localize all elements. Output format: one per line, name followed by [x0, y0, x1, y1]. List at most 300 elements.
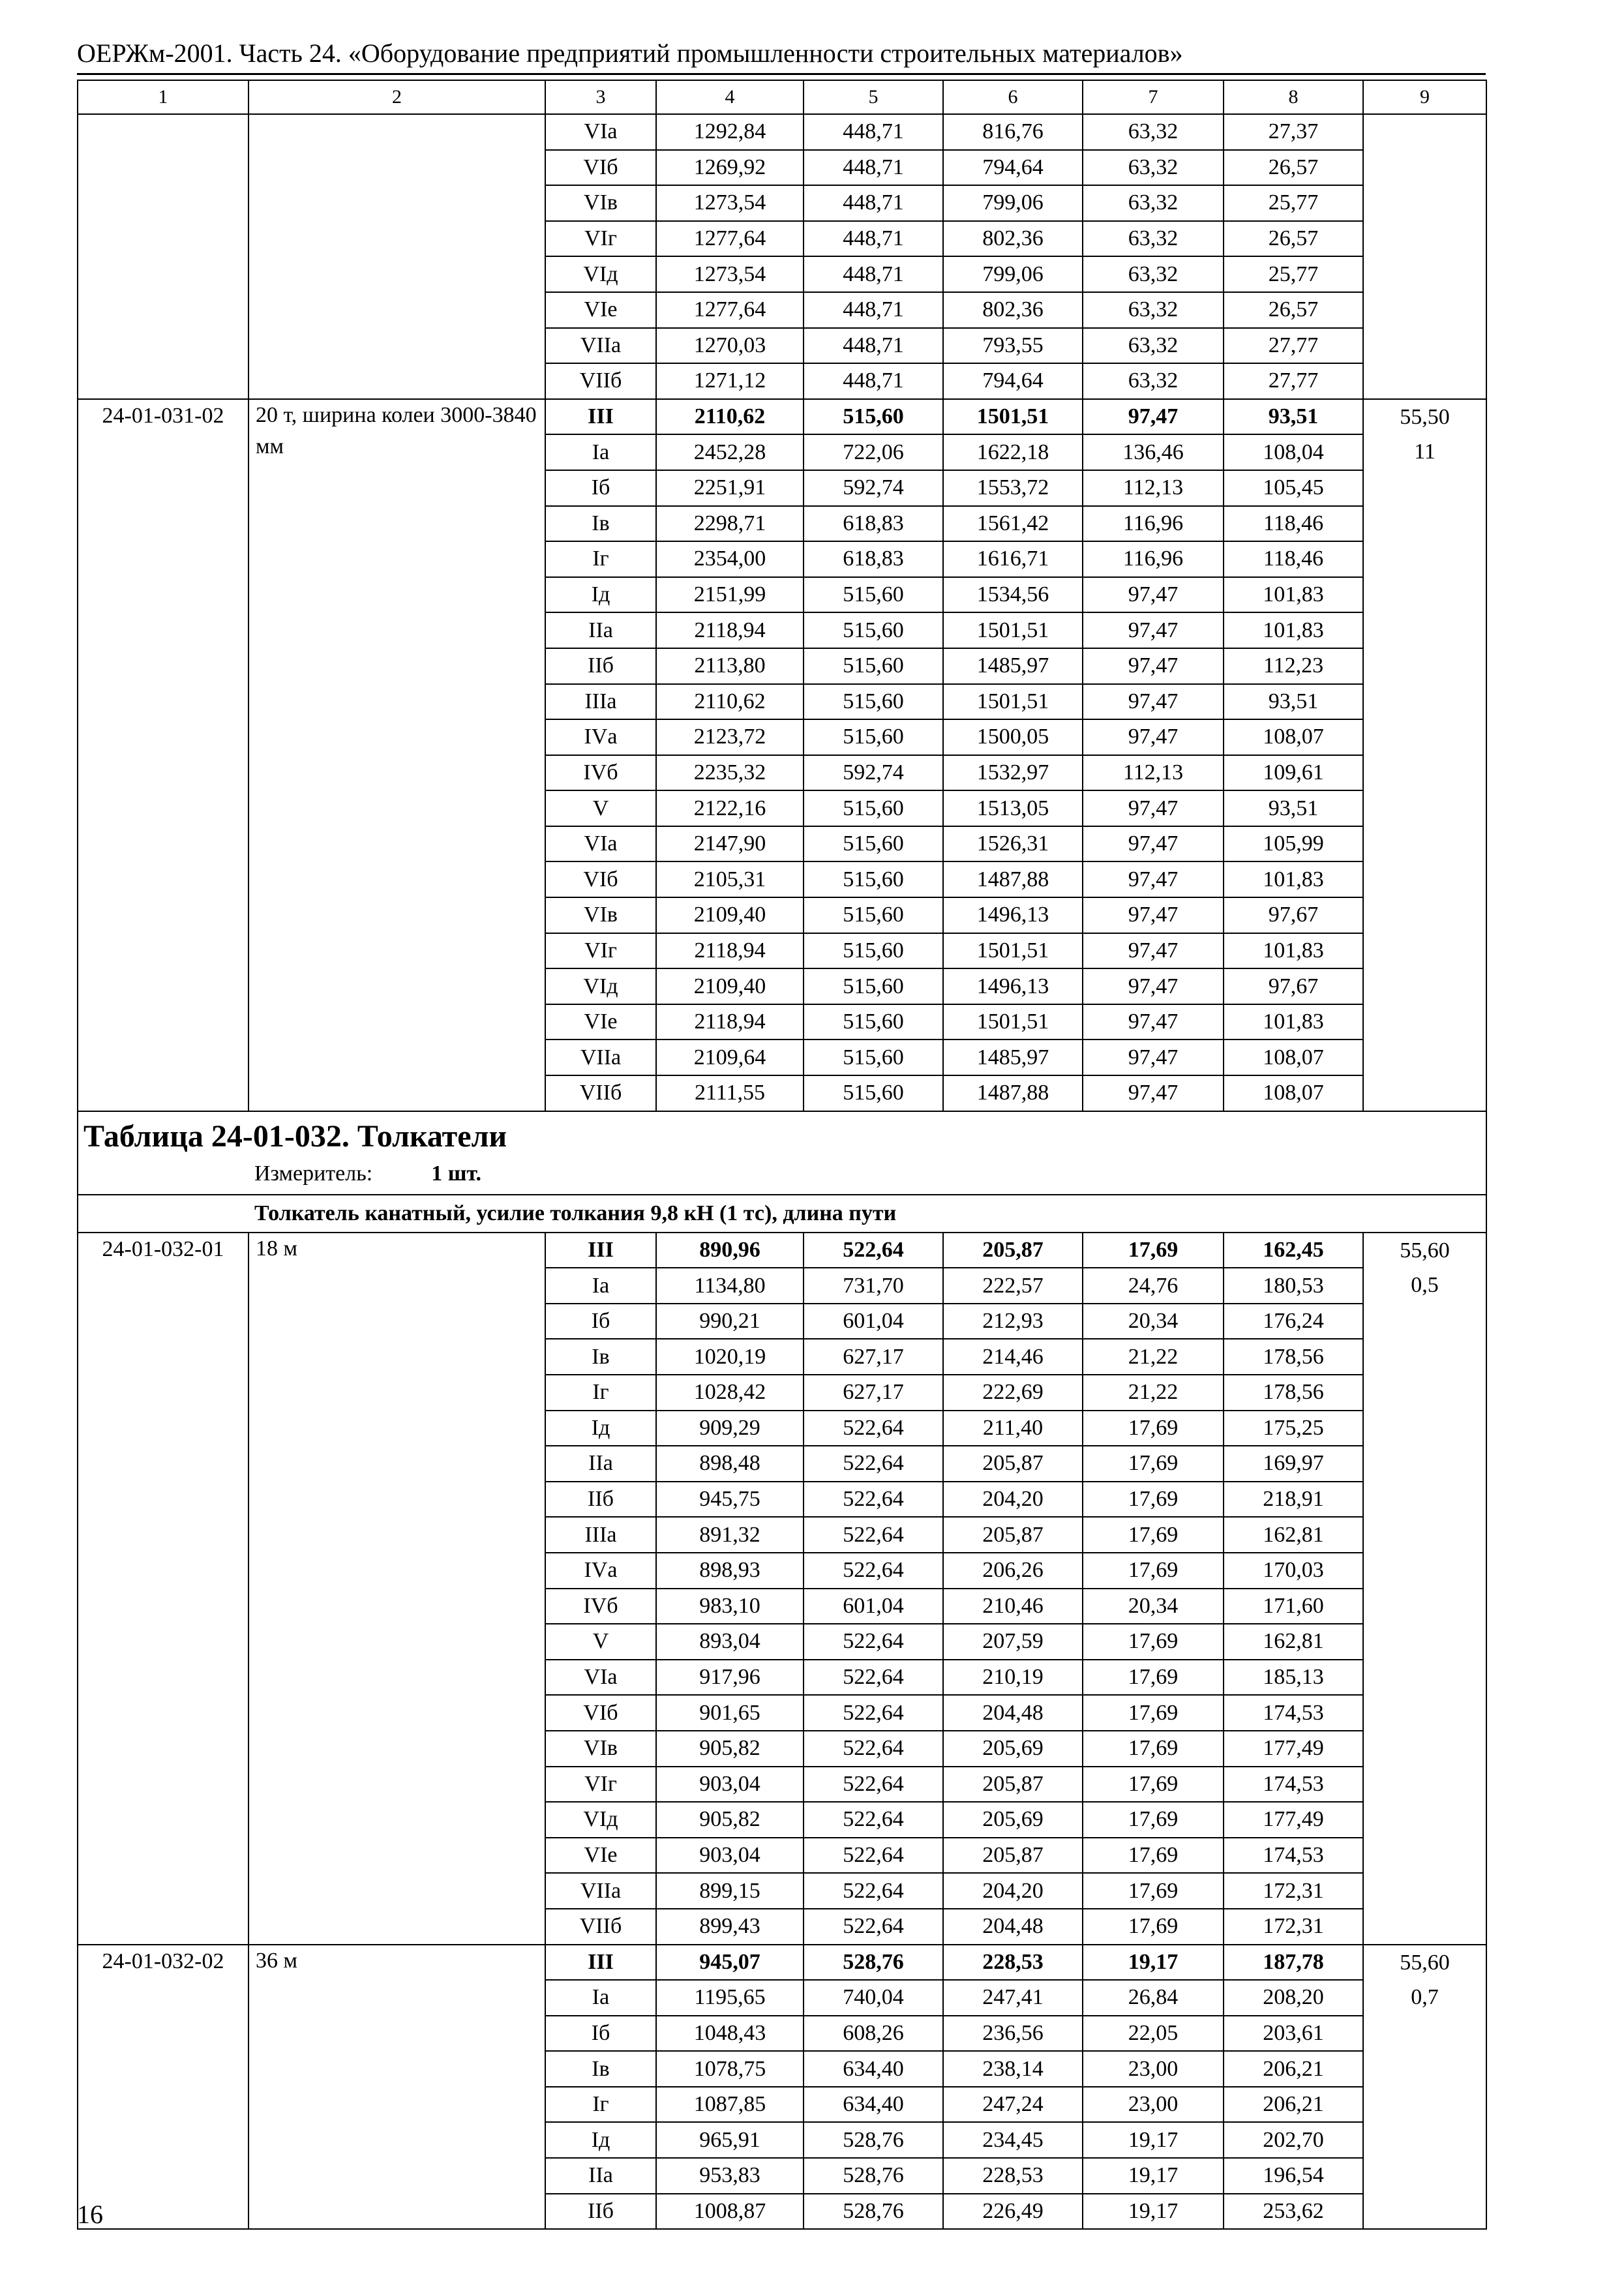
value-cell: 1048,43: [656, 2016, 804, 2052]
value-cell: 247,41: [943, 1980, 1083, 2016]
group-cell: IIIа: [545, 1517, 656, 1553]
group-cell: VIг: [545, 221, 656, 257]
value-cell: 2111,55: [656, 1075, 804, 1111]
value-cell: 234,45: [943, 2122, 1083, 2158]
value-cell: 97,47: [1083, 1004, 1224, 1040]
value-cell: 17,69: [1083, 1233, 1224, 1268]
value-cell: 2452,28: [656, 434, 804, 470]
value-cell: 448,71: [804, 185, 943, 221]
value-cell: 162,45: [1224, 1233, 1363, 1268]
value-cell: 218,91: [1224, 1482, 1363, 1518]
value-cell: 93,51: [1224, 684, 1363, 720]
value-cell: 515,60: [804, 612, 943, 648]
value-cell: 97,47: [1083, 790, 1224, 826]
value-cell: 169,97: [1224, 1446, 1363, 1482]
value-cell: 2123,72: [656, 719, 804, 755]
value-cell: 63,32: [1083, 185, 1224, 221]
group-cell: VIв: [545, 897, 656, 933]
value-cell: 204,20: [943, 1482, 1083, 1518]
value-cell: 97,47: [1083, 612, 1224, 648]
value-cell: 592,74: [804, 755, 943, 791]
value-cell: 953,83: [656, 2158, 804, 2194]
value-cell: 247,24: [943, 2087, 1083, 2123]
value-cell: 22,05: [1083, 2016, 1224, 2052]
value-cell: 799,06: [943, 185, 1083, 221]
value-cell: 515,60: [804, 933, 943, 969]
value-cell: 1487,88: [943, 1075, 1083, 1111]
value-cell: 63,32: [1083, 150, 1224, 186]
group-cell: Iд: [545, 2122, 656, 2158]
value-cell: 1526,31: [943, 826, 1083, 862]
value-cell: 898,93: [656, 1553, 804, 1589]
extra-value: 55,60: [1400, 1238, 1450, 1263]
column-number-row: [78, 80, 1486, 114]
group-cell: VIг: [545, 1767, 656, 1803]
section-heading: [78, 1111, 1486, 1195]
group-cell: VIе: [545, 1004, 656, 1040]
group-cell: Iд: [545, 577, 656, 613]
value-cell: 112,13: [1083, 470, 1224, 506]
group-cell: VIIб: [545, 1909, 656, 1945]
value-cell: 2151,99: [656, 577, 804, 613]
page-number: 16: [77, 2200, 103, 2229]
value-cell: 222,57: [943, 1268, 1083, 1304]
value-cell: 1501,51: [943, 399, 1083, 435]
item-code: 24-01-032-01: [78, 1233, 248, 1945]
value-cell: 162,81: [1224, 1624, 1363, 1660]
group-cell: Iб: [545, 470, 656, 506]
value-cell: 20,34: [1083, 1304, 1224, 1339]
value-cell: 26,57: [1224, 292, 1363, 328]
column-number: 8: [1224, 80, 1363, 114]
value-cell: 1008,87: [656, 2194, 804, 2230]
column-number: 7: [1083, 80, 1224, 114]
value-cell: 24,76: [1083, 1268, 1224, 1304]
value-cell: 108,04: [1224, 434, 1363, 470]
value-cell: 903,04: [656, 1838, 804, 1874]
column-number: 5: [804, 80, 943, 114]
unit-label: Измеритель:: [254, 1161, 373, 1186]
group-cell: VIб: [545, 150, 656, 186]
value-cell: 26,57: [1224, 150, 1363, 186]
value-cell: 515,60: [804, 648, 943, 684]
subsection-title: Толкатель канатный, усилие толкания 9,8 кН (1 тс), длина пути: [78, 1195, 1486, 1233]
value-cell: 177,49: [1224, 1731, 1363, 1767]
value-cell: 522,64: [804, 1446, 943, 1482]
group-cell: Iв: [545, 1339, 656, 1375]
group-cell: VIд: [545, 256, 656, 292]
value-cell: 23,00: [1083, 2051, 1224, 2087]
value-cell: 740,04: [804, 1980, 943, 2016]
value-cell: 802,36: [943, 292, 1083, 328]
value-cell: 522,64: [804, 1482, 943, 1518]
value-cell: 528,76: [804, 1945, 943, 1981]
value-cell: 448,71: [804, 221, 943, 257]
value-cell: 731,70: [804, 1268, 943, 1304]
value-cell: 108,07: [1224, 1040, 1363, 1075]
group-cell: VIв: [545, 185, 656, 221]
value-cell: 23,00: [1083, 2087, 1224, 2123]
value-cell: 196,54: [1224, 2158, 1363, 2194]
value-cell: 448,71: [804, 150, 943, 186]
group-cell: VIIб: [545, 363, 656, 399]
value-cell: 2113,80: [656, 648, 804, 684]
group-cell: Iб: [545, 1304, 656, 1339]
value-cell: 634,40: [804, 2051, 943, 2087]
value-cell: 515,60: [804, 719, 943, 755]
value-cell: 116,96: [1083, 541, 1224, 577]
value-cell: 205,87: [943, 1838, 1083, 1874]
value-cell: 618,83: [804, 506, 943, 542]
value-cell: 17,69: [1083, 1411, 1224, 1446]
value-cell: 1561,42: [943, 506, 1083, 542]
group-cell: Iа: [545, 434, 656, 470]
value-cell: 909,29: [656, 1411, 804, 1446]
value-cell: 522,64: [804, 1624, 943, 1660]
value-cell: 101,83: [1224, 861, 1363, 897]
value-cell: 2354,00: [656, 541, 804, 577]
header-rule: [77, 73, 1486, 75]
value-cell: 136,46: [1083, 434, 1224, 470]
value-cell: 592,74: [804, 470, 943, 506]
value-cell: 890,96: [656, 1233, 804, 1268]
value-cell: 206,21: [1224, 2051, 1363, 2087]
group-cell: VIа: [545, 114, 656, 150]
value-cell: 1532,97: [943, 755, 1083, 791]
value-cell: 627,17: [804, 1339, 943, 1375]
value-cell: 112,23: [1224, 648, 1363, 684]
value-cell: 170,03: [1224, 1553, 1363, 1589]
value-cell: 97,67: [1224, 897, 1363, 933]
value-cell: 17,69: [1083, 1517, 1224, 1553]
group-cell: IIа: [545, 2158, 656, 2194]
item-extra: [1363, 1945, 1486, 2230]
page-header: ОЕРЖм-2001. Часть 24. «Оборудование предприятий промышленности строительных материалов»: [77, 38, 1183, 68]
value-cell: 97,47: [1083, 861, 1224, 897]
value-cell: 17,69: [1083, 1695, 1224, 1731]
value-cell: 2118,94: [656, 612, 804, 648]
group-cell: Iд: [545, 1411, 656, 1446]
value-cell: 17,69: [1083, 1446, 1224, 1482]
value-cell: 2109,40: [656, 897, 804, 933]
value-cell: 1277,64: [656, 221, 804, 257]
group-cell: Iв: [545, 2051, 656, 2087]
value-cell: 1485,97: [943, 1040, 1083, 1075]
value-cell: 174,53: [1224, 1695, 1363, 1731]
value-cell: 178,56: [1224, 1375, 1363, 1411]
value-cell: 522,64: [804, 1802, 943, 1838]
value-cell: 162,81: [1224, 1517, 1363, 1553]
column-number: 2: [248, 80, 545, 114]
value-cell: 205,69: [943, 1731, 1083, 1767]
value-cell: 17,69: [1083, 1660, 1224, 1696]
group-cell: Iв: [545, 506, 656, 542]
value-cell: 253,62: [1224, 2194, 1363, 2230]
value-cell: 93,51: [1224, 399, 1363, 435]
value-cell: 1622,18: [943, 434, 1083, 470]
group-cell: Iб: [545, 2016, 656, 2052]
section-heading-row: [78, 1111, 1486, 1195]
column-number: 6: [943, 80, 1083, 114]
value-cell: 97,47: [1083, 933, 1224, 969]
value-cell: 1496,13: [943, 968, 1083, 1004]
value-cell: 17,69: [1083, 1838, 1224, 1874]
value-cell: 204,48: [943, 1909, 1083, 1945]
value-cell: 901,65: [656, 1695, 804, 1731]
value-cell: 172,31: [1224, 1909, 1363, 1945]
value-cell: 1487,88: [943, 861, 1083, 897]
group-cell: IIа: [545, 1446, 656, 1482]
item-extra: [1363, 1233, 1486, 1945]
value-cell: 27,77: [1224, 363, 1363, 399]
value-cell: 97,47: [1083, 897, 1224, 933]
table-row: [78, 1945, 1486, 1981]
column-number: 4: [656, 80, 804, 114]
value-cell: 1501,51: [943, 1004, 1083, 1040]
value-cell: 945,07: [656, 1945, 804, 1981]
value-cell: 26,57: [1224, 221, 1363, 257]
value-cell: 1501,51: [943, 933, 1083, 969]
value-cell: 105,99: [1224, 826, 1363, 862]
extra-value: 55,50: [1400, 404, 1450, 429]
value-cell: 1553,72: [943, 470, 1083, 506]
value-cell: 515,60: [804, 1040, 943, 1075]
value-cell: 206,21: [1224, 2087, 1363, 2123]
value-cell: 97,47: [1083, 399, 1224, 435]
value-cell: 109,61: [1224, 755, 1363, 791]
group-cell: Iа: [545, 1268, 656, 1304]
value-cell: 522,64: [804, 1873, 943, 1909]
value-cell: 522,64: [804, 1517, 943, 1553]
value-cell: 2251,91: [656, 470, 804, 506]
value-cell: 990,21: [656, 1304, 804, 1339]
value-cell: 891,32: [656, 1517, 804, 1553]
value-cell: 97,47: [1083, 719, 1224, 755]
value-cell: 1501,51: [943, 612, 1083, 648]
value-cell: 178,56: [1224, 1339, 1363, 1375]
value-cell: 63,32: [1083, 256, 1224, 292]
group-cell: IIIа: [545, 684, 656, 720]
group-cell: IVа: [545, 719, 656, 755]
group-cell: V: [545, 790, 656, 826]
value-cell: 2118,94: [656, 933, 804, 969]
table-body: [78, 80, 1486, 2229]
value-cell: 206,26: [943, 1553, 1083, 1589]
group-cell: VIа: [545, 1660, 656, 1696]
value-cell: 63,32: [1083, 221, 1224, 257]
value-cell: 17,69: [1083, 1553, 1224, 1589]
value-cell: 17,69: [1083, 1731, 1224, 1767]
value-cell: 1269,92: [656, 150, 804, 186]
value-cell: 1277,64: [656, 292, 804, 328]
value-cell: 634,40: [804, 2087, 943, 2123]
extra-value: 55,60: [1400, 1950, 1450, 1975]
value-cell: 228,53: [943, 1945, 1083, 1981]
group-cell: VIIа: [545, 1040, 656, 1075]
value-cell: 522,64: [804, 1660, 943, 1696]
value-cell: 601,04: [804, 1304, 943, 1339]
value-cell: 515,60: [804, 790, 943, 826]
value-cell: 108,07: [1224, 1075, 1363, 1111]
value-cell: 1078,75: [656, 2051, 804, 2087]
value-cell: 174,53: [1224, 1838, 1363, 1874]
value-cell: 893,04: [656, 1624, 804, 1660]
value-cell: 21,22: [1083, 1339, 1224, 1375]
value-cell: 101,83: [1224, 1004, 1363, 1040]
value-cell: 20,34: [1083, 1589, 1224, 1624]
value-cell: 1020,19: [656, 1339, 804, 1375]
value-cell: 19,17: [1083, 2194, 1224, 2230]
value-cell: 528,76: [804, 2194, 943, 2230]
value-cell: 63,32: [1083, 292, 1224, 328]
value-cell: 1273,54: [656, 185, 804, 221]
value-cell: 794,64: [943, 150, 1083, 186]
price-table: [77, 80, 1487, 2230]
value-cell: 448,71: [804, 328, 943, 364]
value-cell: 176,24: [1224, 1304, 1363, 1339]
value-cell: 1616,71: [943, 541, 1083, 577]
value-cell: 101,83: [1224, 933, 1363, 969]
value-cell: 17,69: [1083, 1909, 1224, 1945]
value-cell: 515,60: [804, 968, 943, 1004]
value-cell: 515,60: [804, 897, 943, 933]
value-cell: 515,60: [804, 861, 943, 897]
value-cell: 802,36: [943, 221, 1083, 257]
subsection-row: [78, 1195, 1486, 1233]
group-cell: III: [545, 399, 656, 435]
value-cell: 180,53: [1224, 1268, 1363, 1304]
value-cell: 627,17: [804, 1375, 943, 1411]
value-cell: 25,77: [1224, 256, 1363, 292]
value-cell: 1087,85: [656, 2087, 804, 2123]
value-cell: 108,07: [1224, 719, 1363, 755]
item-description: 18 м: [248, 1233, 545, 1945]
group-cell: IVб: [545, 755, 656, 791]
value-cell: 2122,16: [656, 790, 804, 826]
group-cell: III: [545, 1945, 656, 1981]
value-cell: 1485,97: [943, 648, 1083, 684]
blank-extra-cell: [1363, 114, 1486, 399]
value-cell: 1513,05: [943, 790, 1083, 826]
item-description: 36 м: [248, 1945, 545, 2230]
value-cell: 116,96: [1083, 506, 1224, 542]
value-cell: 210,46: [943, 1589, 1083, 1624]
value-cell: 1195,65: [656, 1980, 804, 2016]
group-cell: IVб: [545, 1589, 656, 1624]
value-cell: 528,76: [804, 2122, 943, 2158]
value-cell: 204,20: [943, 1873, 1083, 1909]
value-cell: 1271,12: [656, 363, 804, 399]
value-cell: 522,64: [804, 1233, 943, 1268]
table-row: [78, 1233, 1486, 1268]
value-cell: 207,59: [943, 1624, 1083, 1660]
group-cell: VIе: [545, 1838, 656, 1874]
value-cell: 17,69: [1083, 1873, 1224, 1909]
group-cell: VIб: [545, 1695, 656, 1731]
value-cell: 522,64: [804, 1838, 943, 1874]
extra-value: 11: [1414, 439, 1436, 464]
value-cell: 205,87: [943, 1517, 1083, 1553]
value-cell: 515,60: [804, 1075, 943, 1111]
value-cell: 205,87: [943, 1446, 1083, 1482]
value-cell: 2235,32: [656, 755, 804, 791]
group-cell: IVа: [545, 1553, 656, 1589]
value-cell: 2109,40: [656, 968, 804, 1004]
value-cell: 2118,94: [656, 1004, 804, 1040]
value-cell: 118,46: [1224, 541, 1363, 577]
value-cell: 2105,31: [656, 861, 804, 897]
value-cell: 799,06: [943, 256, 1083, 292]
value-cell: 26,84: [1083, 1980, 1224, 2016]
value-cell: 211,40: [943, 1411, 1083, 1446]
value-cell: 515,60: [804, 1004, 943, 1040]
item-extra: [1363, 399, 1486, 1111]
extra-value: 0,5: [1411, 1272, 1439, 1297]
value-cell: 528,76: [804, 2158, 943, 2194]
group-cell: VIг: [545, 933, 656, 969]
value-cell: 17,69: [1083, 1482, 1224, 1518]
value-cell: 2110,62: [656, 684, 804, 720]
value-cell: 722,06: [804, 434, 943, 470]
value-cell: 448,71: [804, 114, 943, 150]
value-cell: 118,46: [1224, 506, 1363, 542]
value-cell: 21,22: [1083, 1375, 1224, 1411]
group-cell: V: [545, 1624, 656, 1660]
value-cell: 1273,54: [656, 256, 804, 292]
value-cell: 202,70: [1224, 2122, 1363, 2158]
value-cell: 816,76: [943, 114, 1083, 150]
value-cell: 63,32: [1083, 114, 1224, 150]
value-cell: 172,31: [1224, 1873, 1363, 1909]
value-cell: 793,55: [943, 328, 1083, 364]
value-cell: 965,91: [656, 2122, 804, 2158]
value-cell: 238,14: [943, 2051, 1083, 2087]
value-cell: 236,56: [943, 2016, 1083, 2052]
value-cell: 63,32: [1083, 363, 1224, 399]
value-cell: 210,19: [943, 1660, 1083, 1696]
value-cell: 97,47: [1083, 826, 1224, 862]
group-cell: VIIа: [545, 328, 656, 364]
group-cell: Iг: [545, 1375, 656, 1411]
value-cell: 105,45: [1224, 470, 1363, 506]
value-cell: 27,37: [1224, 114, 1363, 150]
value-cell: 208,20: [1224, 1980, 1363, 2016]
value-cell: 1028,42: [656, 1375, 804, 1411]
value-cell: 522,64: [804, 1909, 943, 1945]
table-row: [78, 399, 1486, 435]
table-row: [78, 114, 1486, 150]
value-cell: 222,69: [943, 1375, 1083, 1411]
value-cell: 515,60: [804, 399, 943, 435]
value-cell: 522,64: [804, 1767, 943, 1803]
group-cell: VIе: [545, 292, 656, 328]
value-cell: 171,60: [1224, 1589, 1363, 1624]
value-cell: 448,71: [804, 292, 943, 328]
group-cell: VIIа: [545, 1873, 656, 1909]
value-cell: 601,04: [804, 1589, 943, 1624]
value-cell: 899,43: [656, 1909, 804, 1945]
value-cell: 1534,56: [943, 577, 1083, 613]
value-cell: 983,10: [656, 1589, 804, 1624]
value-cell: 203,61: [1224, 2016, 1363, 2052]
group-cell: IIа: [545, 612, 656, 648]
value-cell: 205,87: [943, 1767, 1083, 1803]
value-cell: 905,82: [656, 1731, 804, 1767]
value-cell: 618,83: [804, 541, 943, 577]
value-cell: 2147,90: [656, 826, 804, 862]
value-cell: 794,64: [943, 363, 1083, 399]
group-cell: VIIб: [545, 1075, 656, 1111]
